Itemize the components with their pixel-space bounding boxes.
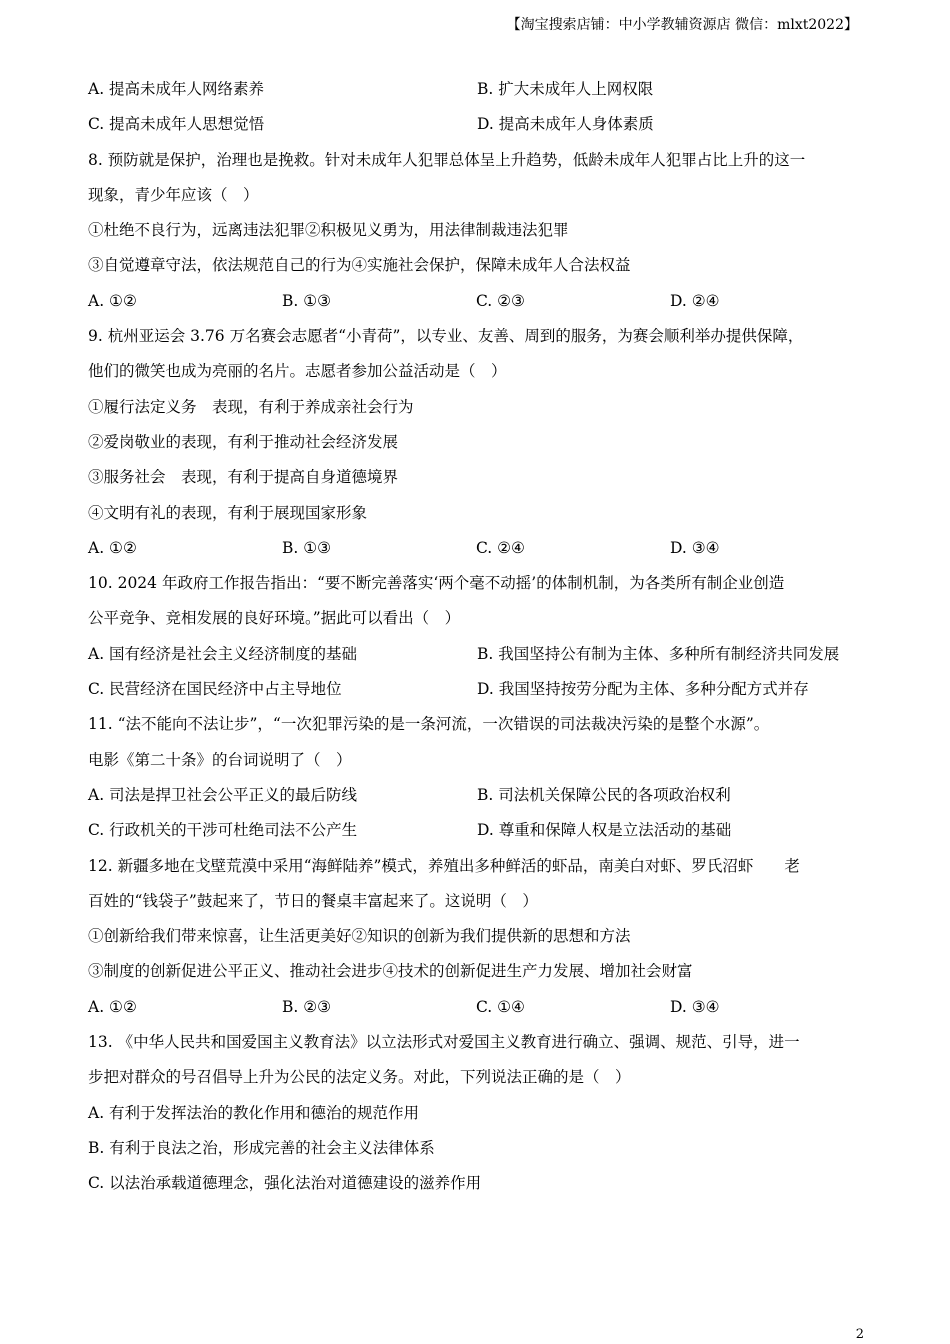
q8-stem-line-2: 现象，青少年应该（ ） [88, 185, 259, 204]
q11-stem-line-2: 电影《第二十条》的台词说明了（ ） [88, 750, 352, 769]
q8-statement-1: ①杜绝不良行为，远离违法犯罪②积极见义勇为，用法律制裁违法犯罪 [88, 221, 569, 240]
q9-options-row [88, 531, 868, 566]
q10-option-d[interactable]: D. 我国坚持按劳分配为主体、多种分配方式并存 [477, 680, 809, 699]
q12-options-row [88, 990, 868, 1025]
q12-option-d[interactable]: D. ③④ [670, 997, 720, 1016]
q13-option-b[interactable]: B. 有利于良法之治，形成完善的社会主义法律体系 [88, 1138, 435, 1157]
q7-option-d[interactable]: D. 提高未成年人身体素质 [477, 115, 654, 134]
q8-statement-2: ③自觉遵章守法，依法规范自己的行为④实施社会保护，保障未成年人合法权益 [88, 256, 631, 275]
q9-statement-2: ②爱岗敬业的表现，有利于推动社会经济发展 [88, 432, 399, 451]
q11-stem-line-1: 11. “法不能向不法让步”，“一次犯罪污染的是一条河流，一次错误的司法裁决污染的是整个水源”。 [88, 715, 770, 734]
q8-option-d[interactable]: D. ②④ [670, 291, 720, 310]
q9-statement-3: ③服务社会 表现，有利于提高自身道德境界 [88, 468, 399, 487]
q12-statement-2: ③制度的创新促进公平正义、推动社会进步④技术的创新促进生产力发展、增加社会财富 [88, 962, 693, 981]
q13-stem-line-1: 13. 《中华人民共和国爱国主义教育法》以立法形式对爱国主义教育进行确立、强调、规范、引导，进一 [88, 1033, 800, 1052]
q11-option-a[interactable]: A. 司法是捍卫社会公平正义的最后防线 [88, 785, 358, 804]
q10-options-row-2 [88, 672, 868, 707]
page-number: 2 [855, 1327, 864, 1342]
q10-option-b[interactable]: B. 我国坚持公有制为主体、多种所有制经济共同发展 [477, 644, 840, 663]
q10-stem-line-2: 公平竞争、竞相发展的良好环境。”据此可以看出（ ） [88, 609, 461, 628]
q10-option-c[interactable]: C. 民营经济在国民经济中占主导地位 [88, 680, 342, 699]
question-content [88, 72, 868, 1202]
q10-options-row-1 [88, 637, 868, 672]
q9-stem-line-2: 他们的微笑也成为亮丽的名片。志愿者参加公益活动是（ ） [88, 362, 507, 381]
q7-option-b[interactable]: B. 扩大未成年人上网权限 [477, 80, 654, 98]
q9-option-d[interactable]: D. ③④ [670, 538, 720, 557]
q12-option-b[interactable]: B. ②③ [282, 997, 332, 1016]
q11-options-row-1 [88, 778, 868, 813]
q8-option-b[interactable]: B. ①③ [282, 291, 332, 310]
q12-option-a[interactable]: A. ①② [88, 997, 137, 1016]
q13-option-a[interactable]: A. 有利于发挥法治的教化作用和德治的规范作用 [88, 1103, 420, 1122]
q9-statement-1: ①履行法定义务 表现，有利于养成亲社会行为 [88, 397, 414, 416]
q9-stem-line-1: 9. 杭州亚运会 3.76 万名赛会志愿者“小青荷”，以专业、友善、周到的服务，为赛会顺利举办提供保障， [88, 327, 804, 346]
q11-option-d[interactable]: D. 尊重和保障人权是立法活动的基础 [477, 821, 732, 840]
q11-option-c[interactable]: C. 行政机关的干涉可杜绝司法不公产生 [88, 821, 358, 840]
q11-options-row-2 [88, 813, 868, 848]
q7-option-a[interactable]: A. 提高未成年人网络素养 [88, 80, 265, 98]
q8-options-row [88, 284, 868, 319]
q13-stem-line-2: 步把对群众的号召倡导上升为公民的法定义务。对此，下列说法正确的是（ ） [88, 1068, 631, 1087]
page-header: 【淘宝搜索店铺：中小学教辅资源店 微信：mlxt2022】 [506, 17, 858, 33]
q8-option-c[interactable]: C. ②③ [476, 291, 525, 310]
q12-statement-1: ①创新给我们带来惊喜，让生活更美好②知识的创新为我们提供新的思想和方法 [88, 927, 631, 946]
q7-options-row-2 [88, 107, 868, 142]
q9-option-a[interactable]: A. ①② [88, 538, 137, 557]
q12-stem-line-1: 12. 新疆多地在戈壁荒漠中采用“海鲜陆养”模式，养殖出多种鲜活的虾品，南美白对虾、罗氏沼虾 老 [88, 856, 800, 875]
q9-statement-4: ④文明有礼的表现，有利于展现国家形象 [88, 503, 368, 522]
q7-options-row-1 [88, 72, 868, 107]
q10-stem-line-1: 10. 2024 年政府工作报告指出：“要不断完善落实‘两个毫不动摇’的体制机制，为各类所有制企业创造 [88, 574, 785, 593]
q12-option-c[interactable]: C. ①④ [476, 997, 525, 1016]
q8-option-a[interactable]: A. ①② [88, 291, 137, 310]
q9-option-c[interactable]: C. ②④ [476, 538, 525, 557]
q13-option-c[interactable]: C. 以法治承载道德理念，强化法治对道德建设的滋养作用 [88, 1174, 482, 1193]
q9-option-b[interactable]: B. ①③ [282, 538, 332, 557]
q10-option-a[interactable]: A. 国有经济是社会主义经济制度的基础 [88, 644, 358, 663]
q12-stem-line-2: 百姓的“钱袋子”鼓起来了，节日的餐桌丰富起来了。这说明（ ） [88, 891, 538, 910]
q7-option-c[interactable]: C. 提高未成年人思想觉悟 [88, 115, 265, 134]
q8-stem-line-1: 8. 预防就是保护，治理也是挽救。针对未成年人犯罪总体呈上升趋势，低龄未成年人犯罪占比上升的这一 [88, 150, 806, 169]
q11-option-b[interactable]: B. 司法机关保障公民的各项政治权利 [477, 785, 731, 804]
